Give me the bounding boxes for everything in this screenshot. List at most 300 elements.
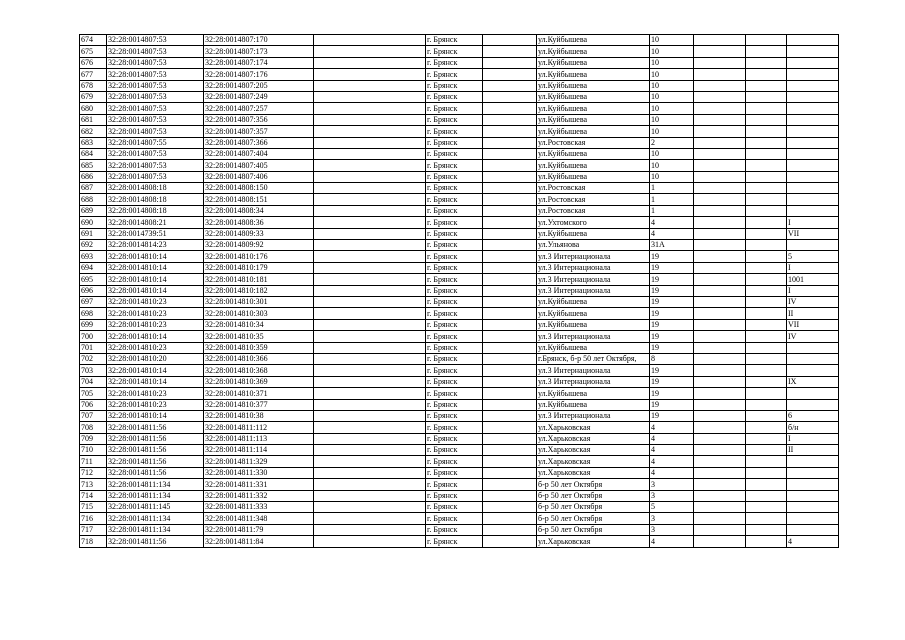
empty-cell-cell — [314, 536, 426, 547]
empty-cell-cell — [694, 479, 746, 490]
empty-cell-cell — [694, 365, 746, 376]
parent-cadastral-number-cell: 32:28:0014807:53 — [107, 69, 204, 80]
empty-cell-cell — [746, 57, 787, 68]
street-cell: б-р 50 лет Октября — [537, 513, 650, 524]
house-number-cell: 10 — [650, 35, 694, 46]
premise-number-cell — [787, 240, 839, 251]
empty-cell-cell — [314, 388, 426, 399]
parent-cadastral-number-cell: 32:28:0014739:51 — [107, 228, 204, 239]
city-cell: г. Брянск — [426, 160, 483, 171]
street-cell: ул.Куйбышева — [537, 103, 650, 114]
cadastral-number-cell: 32:28:0014810:176 — [204, 251, 314, 262]
street-cell: ул.Куйбышева — [537, 46, 650, 57]
table-row — [80, 399, 839, 410]
street-cell: ул.3 Интернационала — [537, 285, 650, 296]
house-number-cell: 4 — [650, 228, 694, 239]
empty-cell-cell — [483, 479, 537, 490]
empty-cell-cell — [694, 35, 746, 46]
cadastral-number-cell: 32:28:0014811:112 — [204, 422, 314, 433]
house-number-cell: 1 — [650, 205, 694, 216]
cadastral-number-cell: 32:28:0014810:181 — [204, 274, 314, 285]
empty-cell-cell — [314, 46, 426, 57]
house-number-cell: 2 — [650, 137, 694, 148]
city-cell: г. Брянск — [426, 456, 483, 467]
empty-cell-cell — [314, 365, 426, 376]
street-cell: ул.Куйбышева — [537, 69, 650, 80]
parent-cadastral-number-cell: 32:28:0014807:53 — [107, 103, 204, 114]
empty-cell-cell — [483, 183, 537, 194]
empty-cell-cell — [746, 479, 787, 490]
table-row — [80, 160, 839, 171]
empty-cell-cell — [314, 331, 426, 342]
row-number-cell: 688 — [80, 194, 107, 205]
street-cell: ул.Харьковская — [537, 422, 650, 433]
row-number-cell: 687 — [80, 183, 107, 194]
empty-cell-cell — [314, 422, 426, 433]
empty-cell-cell — [314, 228, 426, 239]
row-number-cell: 704 — [80, 376, 107, 387]
empty-cell-cell — [314, 137, 426, 148]
row-number-cell: 684 — [80, 148, 107, 159]
street-cell: ул.3 Интернационала — [537, 410, 650, 421]
house-number-cell: 19 — [650, 251, 694, 262]
empty-cell-cell — [314, 114, 426, 125]
empty-cell-cell — [694, 80, 746, 91]
house-number-cell: 5 — [650, 502, 694, 513]
row-number-cell: 694 — [80, 262, 107, 273]
cadastral-number-cell: 32:28:0014807:170 — [204, 35, 314, 46]
table-row — [80, 183, 839, 194]
empty-cell-cell — [746, 353, 787, 364]
parent-cadastral-number-cell: 32:28:0014810:14 — [107, 274, 204, 285]
cadastral-number-cell: 32:28:0014807:257 — [204, 103, 314, 114]
row-number-cell: 681 — [80, 114, 107, 125]
street-cell: ул.Куйбышева — [537, 296, 650, 307]
empty-cell-cell — [483, 490, 537, 501]
house-number-cell: 3 — [650, 490, 694, 501]
empty-cell-cell — [483, 513, 537, 524]
house-number-cell: 19 — [650, 376, 694, 387]
empty-cell-cell — [694, 524, 746, 535]
premise-number-cell — [787, 160, 839, 171]
premise-number-cell: IV — [787, 296, 839, 307]
empty-cell-cell — [694, 171, 746, 182]
row-number-cell: 708 — [80, 422, 107, 433]
house-number-cell: 10 — [650, 69, 694, 80]
house-number-cell: 10 — [650, 114, 694, 125]
house-number-cell: 19 — [650, 342, 694, 353]
table-row — [80, 137, 839, 148]
empty-cell-cell — [746, 251, 787, 262]
empty-cell-cell — [694, 91, 746, 102]
empty-cell-cell — [694, 46, 746, 57]
premise-number-cell — [787, 69, 839, 80]
empty-cell-cell — [314, 35, 426, 46]
parent-cadastral-number-cell: 32:28:0014810:14 — [107, 251, 204, 262]
city-cell: г. Брянск — [426, 46, 483, 57]
row-number-cell: 701 — [80, 342, 107, 353]
city-cell: г. Брянск — [426, 57, 483, 68]
empty-cell-cell — [483, 319, 537, 330]
empty-cell-cell — [746, 445, 787, 456]
parent-cadastral-number-cell: 32:28:0014811:56 — [107, 467, 204, 478]
row-number-cell: 714 — [80, 490, 107, 501]
empty-cell-cell — [483, 536, 537, 547]
street-cell: ул.Куйбышева — [537, 148, 650, 159]
empty-cell-cell — [746, 228, 787, 239]
parent-cadastral-number-cell: 32:28:0014810:23 — [107, 319, 204, 330]
empty-cell-cell — [314, 126, 426, 137]
house-number-cell: 19 — [650, 388, 694, 399]
city-cell: г. Брянск — [426, 183, 483, 194]
city-cell: г. Брянск — [426, 308, 483, 319]
empty-cell-cell — [314, 376, 426, 387]
empty-cell-cell — [483, 365, 537, 376]
premise-number-cell — [787, 80, 839, 91]
premise-number-cell: б/н — [787, 422, 839, 433]
street-cell: ул.Ростовская — [537, 194, 650, 205]
street-cell: ул.Куйбышева — [537, 80, 650, 91]
cadastral-number-cell: 32:28:0014810:38 — [204, 410, 314, 421]
row-number-cell: 707 — [80, 410, 107, 421]
street-cell: г.Брянск, б-р 50 лет Октября, — [537, 353, 650, 364]
empty-cell-cell — [746, 35, 787, 46]
empty-cell-cell — [694, 388, 746, 399]
premise-number-cell: IV — [787, 331, 839, 342]
empty-cell-cell — [483, 148, 537, 159]
table-row — [80, 103, 839, 114]
empty-cell-cell — [746, 365, 787, 376]
premise-number-cell: II — [787, 445, 839, 456]
street-cell: ул.Ростовская — [537, 137, 650, 148]
street-cell: ул.Харьковская — [537, 536, 650, 547]
table-row — [80, 148, 839, 159]
empty-cell-cell — [746, 80, 787, 91]
empty-cell-cell — [694, 262, 746, 273]
street-cell: ул.Ростовская — [537, 205, 650, 216]
row-number-cell: 683 — [80, 137, 107, 148]
cadastral-number-cell: 32:28:0014807:205 — [204, 80, 314, 91]
empty-cell-cell — [746, 490, 787, 501]
house-number-cell: 19 — [650, 331, 694, 342]
parent-cadastral-number-cell: 32:28:0014811:56 — [107, 445, 204, 456]
parent-cadastral-number-cell: 32:28:0014811:56 — [107, 456, 204, 467]
cadastral-number-cell: 32:28:0014810:369 — [204, 376, 314, 387]
cadastral-number-cell: 32:28:0014808:150 — [204, 183, 314, 194]
street-cell: ул.Харьковская — [537, 467, 650, 478]
empty-cell-cell — [483, 262, 537, 273]
table-row — [80, 376, 839, 387]
premise-number-cell — [787, 388, 839, 399]
city-cell: г. Брянск — [426, 80, 483, 91]
street-cell: ул.Ухтомского — [537, 217, 650, 228]
empty-cell-cell — [746, 171, 787, 182]
table-row — [80, 171, 839, 182]
house-number-cell: 10 — [650, 160, 694, 171]
table-row — [80, 524, 839, 535]
empty-cell-cell — [314, 433, 426, 444]
row-number-cell: 718 — [80, 536, 107, 547]
premise-number-cell — [787, 467, 839, 478]
empty-cell-cell — [314, 194, 426, 205]
row-number-cell: 696 — [80, 285, 107, 296]
street-cell: ул.3 Интернационала — [537, 251, 650, 262]
city-cell: г. Брянск — [426, 331, 483, 342]
premise-number-cell — [787, 399, 839, 410]
table-row — [80, 205, 839, 216]
cadastral-number-cell: 32:28:0014810:182 — [204, 285, 314, 296]
cadastral-number-cell: 32:28:0014811:330 — [204, 467, 314, 478]
row-number-cell: 705 — [80, 388, 107, 399]
empty-cell-cell — [314, 285, 426, 296]
cadastral-number-cell: 32:28:0014810:34 — [204, 319, 314, 330]
table-row — [80, 331, 839, 342]
table-row — [80, 35, 839, 46]
row-number-cell: 712 — [80, 467, 107, 478]
premise-number-cell: 6 — [787, 410, 839, 421]
empty-cell-cell — [314, 91, 426, 102]
empty-cell-cell — [483, 194, 537, 205]
empty-cell-cell — [483, 376, 537, 387]
table-row — [80, 57, 839, 68]
empty-cell-cell — [314, 80, 426, 91]
empty-cell-cell — [483, 240, 537, 251]
empty-cell-cell — [694, 399, 746, 410]
empty-cell-cell — [314, 410, 426, 421]
empty-cell-cell — [694, 422, 746, 433]
row-number-cell: 702 — [80, 353, 107, 364]
table-row — [80, 240, 839, 251]
street-cell: ул.Куйбышева — [537, 114, 650, 125]
city-cell: г. Брянск — [426, 467, 483, 478]
row-number-cell: 674 — [80, 35, 107, 46]
house-number-cell: 10 — [650, 46, 694, 57]
parent-cadastral-number-cell: 32:28:0014807:53 — [107, 114, 204, 125]
house-number-cell: 10 — [650, 91, 694, 102]
cadastral-number-cell: 32:28:0014811:331 — [204, 479, 314, 490]
cadastral-number-cell: 32:28:0014810:303 — [204, 308, 314, 319]
house-number-cell: 10 — [650, 171, 694, 182]
empty-cell-cell — [483, 422, 537, 433]
empty-cell-cell — [483, 35, 537, 46]
premise-number-cell: VII — [787, 319, 839, 330]
cadastral-number-cell: 32:28:0014811:114 — [204, 445, 314, 456]
row-number-cell: 698 — [80, 308, 107, 319]
premise-number-cell — [787, 365, 839, 376]
empty-cell-cell — [746, 114, 787, 125]
premise-number-cell — [787, 342, 839, 353]
cadastral-number-cell: 32:28:0014811:333 — [204, 502, 314, 513]
cadastral-number-cell: 32:28:0014807:249 — [204, 91, 314, 102]
house-number-cell: 3 — [650, 513, 694, 524]
empty-cell-cell — [483, 274, 537, 285]
table-row — [80, 433, 839, 444]
table-row — [80, 445, 839, 456]
house-number-cell: 4 — [650, 433, 694, 444]
empty-cell-cell — [694, 103, 746, 114]
table-row — [80, 319, 839, 330]
empty-cell-cell — [694, 69, 746, 80]
cadastral-number-cell: 32:28:0014807:366 — [204, 137, 314, 148]
city-cell: г. Брянск — [426, 524, 483, 535]
parent-cadastral-number-cell: 32:28:0014811:56 — [107, 433, 204, 444]
empty-cell-cell — [314, 148, 426, 159]
premise-number-cell: VII — [787, 228, 839, 239]
house-number-cell: 4 — [650, 422, 694, 433]
house-number-cell: 19 — [650, 262, 694, 273]
street-cell: ул.Куйбышева — [537, 308, 650, 319]
house-number-cell: 19 — [650, 399, 694, 410]
cadastral-number-cell: 32:28:0014810:301 — [204, 296, 314, 307]
empty-cell-cell — [746, 399, 787, 410]
empty-cell-cell — [694, 331, 746, 342]
city-cell: г. Брянск — [426, 103, 483, 114]
empty-cell-cell — [694, 376, 746, 387]
row-number-cell: 677 — [80, 69, 107, 80]
row-number-cell: 685 — [80, 160, 107, 171]
city-cell: г. Брянск — [426, 319, 483, 330]
empty-cell-cell — [746, 319, 787, 330]
empty-cell-cell — [483, 399, 537, 410]
empty-cell-cell — [694, 160, 746, 171]
parent-cadastral-number-cell: 32:28:0014810:20 — [107, 353, 204, 364]
city-cell: г. Брянск — [426, 365, 483, 376]
empty-cell-cell — [746, 376, 787, 387]
empty-cell-cell — [746, 126, 787, 137]
parent-cadastral-number-cell: 32:28:0014807:53 — [107, 126, 204, 137]
empty-cell-cell — [314, 57, 426, 68]
empty-cell-cell — [694, 319, 746, 330]
premise-number-cell: I — [787, 217, 839, 228]
street-cell: б-р 50 лет Октября — [537, 524, 650, 535]
row-number-cell: 711 — [80, 456, 107, 467]
parent-cadastral-number-cell: 32:28:0014810:23 — [107, 388, 204, 399]
table-row — [80, 467, 839, 478]
city-cell: г. Брянск — [426, 69, 483, 80]
cadastral-number-cell: 32:28:0014807:405 — [204, 160, 314, 171]
row-number-cell: 697 — [80, 296, 107, 307]
empty-cell-cell — [483, 91, 537, 102]
empty-cell-cell — [483, 160, 537, 171]
parent-cadastral-number-cell: 32:28:0014810:14 — [107, 262, 204, 273]
street-cell: ул.Куйбышева — [537, 399, 650, 410]
street-cell: ул.Куйбышева — [537, 35, 650, 46]
row-number-cell: 716 — [80, 513, 107, 524]
empty-cell-cell — [314, 308, 426, 319]
empty-cell-cell — [746, 513, 787, 524]
street-cell: ул.Ростовская — [537, 183, 650, 194]
table-row — [80, 296, 839, 307]
empty-cell-cell — [694, 433, 746, 444]
empty-cell-cell — [483, 296, 537, 307]
parent-cadastral-number-cell: 32:28:0014807:53 — [107, 171, 204, 182]
cadastral-number-cell: 32:28:0014808:151 — [204, 194, 314, 205]
street-cell: ул.3 Интернационала — [537, 262, 650, 273]
table-row — [80, 353, 839, 364]
premise-number-cell — [787, 137, 839, 148]
empty-cell-cell — [694, 456, 746, 467]
city-cell: г. Брянск — [426, 274, 483, 285]
premise-number-cell — [787, 456, 839, 467]
empty-cell-cell — [314, 160, 426, 171]
premise-number-cell — [787, 490, 839, 501]
premise-number-cell — [787, 513, 839, 524]
empty-cell-cell — [694, 251, 746, 262]
city-cell: г. Брянск — [426, 171, 483, 182]
parent-cadastral-number-cell: 32:28:0014810:14 — [107, 410, 204, 421]
street-cell: ул.Куйбышева — [537, 160, 650, 171]
row-number-cell: 689 — [80, 205, 107, 216]
street-cell: ул.3 Интернационала — [537, 274, 650, 285]
empty-cell-cell — [314, 240, 426, 251]
city-cell: г. Брянск — [426, 422, 483, 433]
empty-cell-cell — [483, 456, 537, 467]
city-cell: г. Брянск — [426, 114, 483, 125]
empty-cell-cell — [483, 46, 537, 57]
street-cell: б-р 50 лет Октября — [537, 490, 650, 501]
empty-cell-cell — [694, 342, 746, 353]
table-body — [80, 35, 839, 548]
parent-cadastral-number-cell: 32:28:0014810:23 — [107, 342, 204, 353]
empty-cell-cell — [694, 240, 746, 251]
house-number-cell: 8 — [650, 353, 694, 364]
premise-number-cell — [787, 114, 839, 125]
empty-cell-cell — [694, 217, 746, 228]
cadastral-number-cell: 32:28:0014810:371 — [204, 388, 314, 399]
empty-cell-cell — [746, 308, 787, 319]
row-number-cell: 695 — [80, 274, 107, 285]
table-row — [80, 410, 839, 421]
row-number-cell: 678 — [80, 80, 107, 91]
premise-number-cell — [787, 35, 839, 46]
empty-cell-cell — [694, 502, 746, 513]
city-cell: г. Брянск — [426, 205, 483, 216]
registry-table — [79, 34, 839, 548]
premise-number-cell — [787, 103, 839, 114]
cadastral-number-cell: 32:28:0014807:173 — [204, 46, 314, 57]
parent-cadastral-number-cell: 32:28:0014810:23 — [107, 296, 204, 307]
empty-cell-cell — [694, 536, 746, 547]
cadastral-number-cell: 32:28:0014807:406 — [204, 171, 314, 182]
cadastral-number-cell: 32:28:0014811:84 — [204, 536, 314, 547]
cadastral-number-cell: 32:28:0014810:368 — [204, 365, 314, 376]
house-number-cell: 10 — [650, 148, 694, 159]
cadastral-number-cell: 32:28:0014807:357 — [204, 126, 314, 137]
cadastral-number-cell: 32:28:0014811:113 — [204, 433, 314, 444]
empty-cell-cell — [483, 57, 537, 68]
table-row — [80, 342, 839, 353]
parent-cadastral-number-cell: 32:28:0014811:134 — [107, 490, 204, 501]
row-number-cell: 691 — [80, 228, 107, 239]
empty-cell-cell — [746, 296, 787, 307]
city-cell: г. Брянск — [426, 433, 483, 444]
table-row — [80, 228, 839, 239]
city-cell: г. Брянск — [426, 228, 483, 239]
house-number-cell: 4 — [650, 467, 694, 478]
empty-cell-cell — [314, 479, 426, 490]
empty-cell-cell — [694, 296, 746, 307]
row-number-cell: 692 — [80, 240, 107, 251]
row-number-cell: 706 — [80, 399, 107, 410]
empty-cell-cell — [746, 160, 787, 171]
empty-cell-cell — [694, 137, 746, 148]
table-row — [80, 217, 839, 228]
street-cell: ул.Куйбышева — [537, 126, 650, 137]
empty-cell-cell — [483, 205, 537, 216]
row-number-cell: 703 — [80, 365, 107, 376]
row-number-cell: 713 — [80, 479, 107, 490]
cadastral-number-cell: 32:28:0014807:404 — [204, 148, 314, 159]
